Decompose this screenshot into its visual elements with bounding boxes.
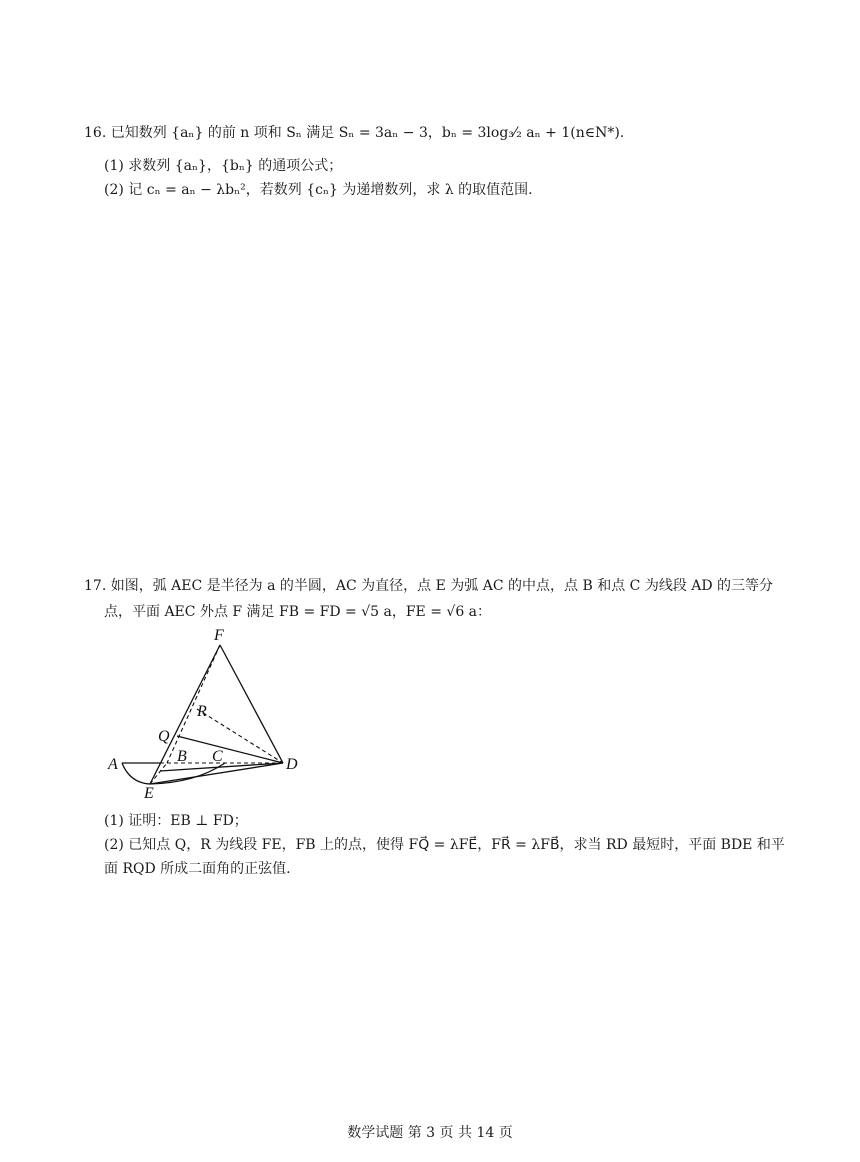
geometry-figure bbox=[100, 625, 330, 805]
edge-QD bbox=[177, 736, 283, 763]
page-footer: 数学试题 第 3 页 共 14 页 bbox=[347, 1125, 513, 1141]
label-E: E bbox=[144, 785, 154, 802]
label-R: R bbox=[197, 703, 207, 720]
q17-stem-line1: 17. 如图，弧 AEC 是半径为 a 的半圆，AC 为直径，点 E 为弧 AC 的中点，点 B 和点 C 为线段 AD 的三等分 bbox=[84, 578, 774, 594]
edge-ED bbox=[150, 763, 283, 784]
q17-part1: (1) 证明：EB ⊥ FD； bbox=[104, 813, 248, 829]
q17-part2-line2: 面 RQD 所成二面角的正弦值. bbox=[104, 861, 291, 877]
label-C: C bbox=[212, 748, 223, 765]
edge-FD bbox=[220, 645, 283, 763]
q16-stem: 16. 已知数列 {aₙ} 的前 n 项和 Sₙ 满足 Sₙ = 3aₙ − 3，bₙ = 3log₃⁄₂ aₙ + 1(n∈N*). bbox=[84, 125, 625, 141]
q16-part1: (1) 求数列 {aₙ}，{bₙ} 的通项公式； bbox=[104, 158, 343, 174]
label-B: B bbox=[177, 748, 187, 765]
q17-stem-line2: 点，平面 AEC 外点 F 满足 FB = FD = √5 a，FE = √6 a： bbox=[104, 604, 492, 620]
q16-part2: (2) 记 cₙ = aₙ − λbₙ²，若数列 {cₙ} 为递增数列，求 λ 的取值范围. bbox=[104, 182, 533, 198]
label-A: A bbox=[108, 756, 118, 773]
label-F: F bbox=[214, 627, 224, 644]
edge-RD-dashed bbox=[197, 709, 283, 763]
q17-part2-line1: (2) 已知点 Q，R 为线段 FE，FB 上的点，使得 FQ⃗ = λFE⃗，FR⃗ = λFB⃗，求当 RD 最短时，平面 BDE 和平 bbox=[104, 837, 785, 853]
label-Q: Q bbox=[158, 728, 170, 745]
label-D: D bbox=[286, 756, 298, 773]
